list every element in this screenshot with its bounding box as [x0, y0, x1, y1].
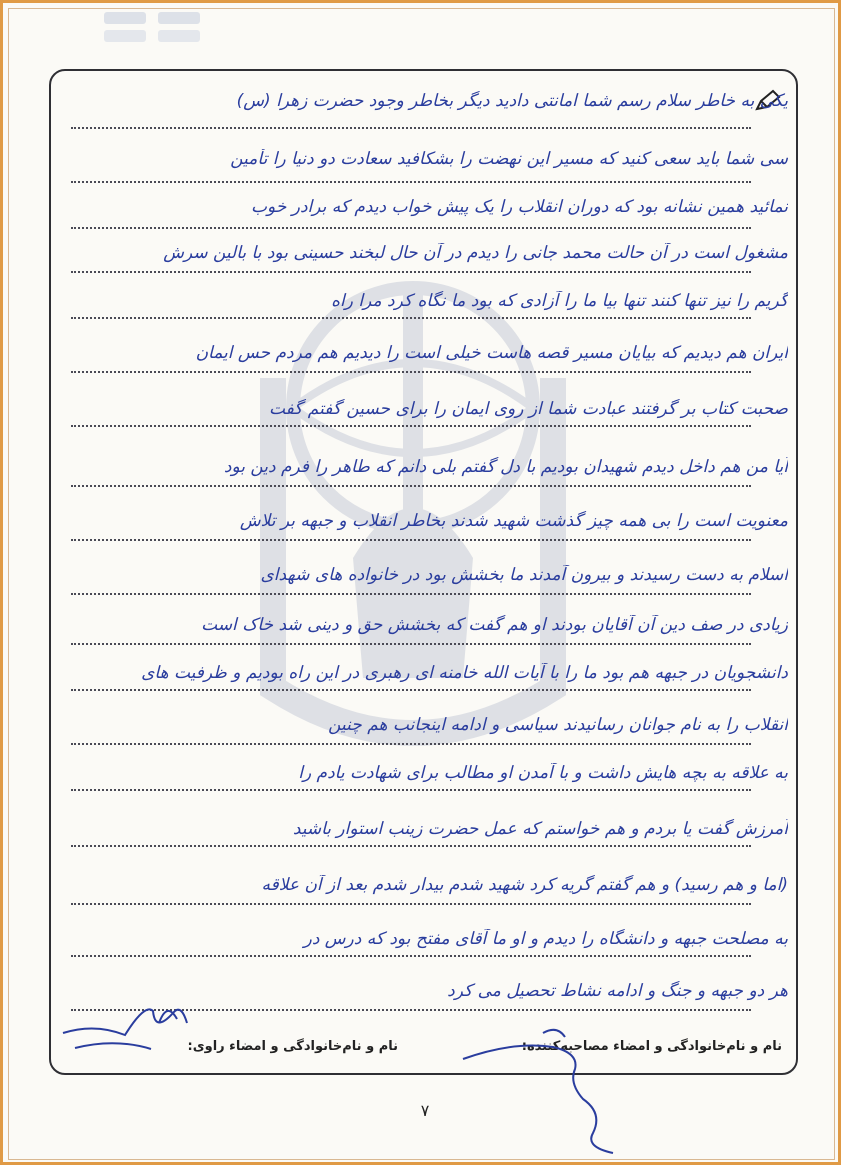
ruled-line: [71, 181, 751, 183]
narrator-signature-label: نام و نام‌خانوادگی و امضاء راوی:: [187, 1039, 398, 1054]
interviewer-signature-icon: [453, 1013, 623, 1158]
handwritten-line: به مصلحت جبهه و دانشگاه را دیدم و او ما آقای مفتح بود که درس در: [303, 929, 788, 949]
stamp-mark-icon: [98, 6, 208, 48]
handwritten-line: یکی به خاطر سلام رسم شما امانتی دادید دیگر بخاطر وجود حضرت زهرا (س): [236, 91, 788, 111]
ruled-line: [71, 593, 751, 595]
handwritten-line: هر دو جبهه و جنگ و ادامه نشاط تحصیل می کرد: [447, 981, 788, 1001]
handwritten-line: (اما و هم رسید) و هم گفتم گریه کرد شهید شدم بیدار شدم بعد از آن علاقه: [261, 875, 788, 895]
ruled-line: [71, 789, 751, 791]
handwritten-line: به علاقه به بچه هایش داشت و با آمدن او مطالب برای شهادت یادم را: [298, 763, 788, 783]
handwritten-line: انقلاب را به نام جوانان رسانیدند سیاسی و ادامه اینجانب هم چنین: [328, 715, 788, 735]
ruled-line: [71, 845, 751, 847]
ruled-line: [71, 955, 751, 957]
handwritten-line: مشغول است در آن حالت محمد جانی را دیدم در آن حال لبخند حسینی بود با بالین سرش: [163, 243, 788, 263]
top-stamp: [98, 6, 208, 48]
ruled-line: [71, 227, 751, 229]
handwritten-line: صحبت کتاب بر گرفتند عبادت شما از روی ایمان را برای حسین گفتم گفت: [268, 399, 788, 419]
ruled-line: [71, 903, 751, 905]
handwritten-line: نمائید همین نشانه بود که دوران انقلاب را یک پیش خواب دیدم که برادر خوب: [251, 197, 788, 217]
ruled-line: [71, 539, 751, 541]
ruled-line: [71, 643, 751, 645]
narrator-signature-icon: [55, 993, 205, 1063]
handwritten-line: سی شما باید سعی کنید که مسیر این نهضت را بشکافید سعادت دو دنیا را تأمین: [230, 149, 788, 169]
interviewer-signature-label: نام و نام‌خانوادگی و امضاء مصاحبه‌کننده:: [521, 1039, 782, 1054]
handwritten-line: آیا من هم داخل دیدم شهیدان بودیم با دل گفتم بلی دانم که طاهر را فرم دین بود: [223, 457, 788, 477]
handwritten-line: دانشجویان در جبهه هم بود ما را با آیات الله خامنه ای رهبری در این راه بودیم و ظرفیت های: [141, 663, 788, 683]
handwritten-line: اسلام به دست رسیدند و بیرون آمدند ما بخشش بود در خانواده های شهدای: [260, 565, 788, 585]
handwritten-line: آمرزش گفت یا بردم و هم خواستم که عمل حضرت زینب استوار باشید: [292, 819, 788, 839]
ruled-line: [71, 743, 751, 745]
handwritten-line: ایران هم دیدیم که بیایان مسیر قصه هاست خیلی است را دیدیم هم مردم حس ایمان: [195, 343, 788, 363]
handwritten-line: معنویت است را بی همه چیز گذشت شهید شدند بخاطر انقلاب و جبهه بر تلاش: [239, 511, 788, 531]
handwritten-line: گریم را نیز تنها کنند تنها بیا ما را آزادی که بود ما نگاه کرد مرا راه: [331, 291, 788, 311]
ruled-line: [71, 127, 751, 129]
ruled-line: [71, 425, 751, 427]
page-number: ۷: [420, 1101, 430, 1120]
ruled-line: [71, 317, 751, 319]
ruled-line: [71, 371, 751, 373]
ruled-line: [71, 271, 751, 273]
handwritten-line: زیادی در صف دین آن آقایان بودند او هم گفت که بخشش حق و دینی شد خاک است: [201, 615, 788, 635]
ruled-line: [71, 689, 751, 691]
ruled-line: [71, 485, 751, 487]
